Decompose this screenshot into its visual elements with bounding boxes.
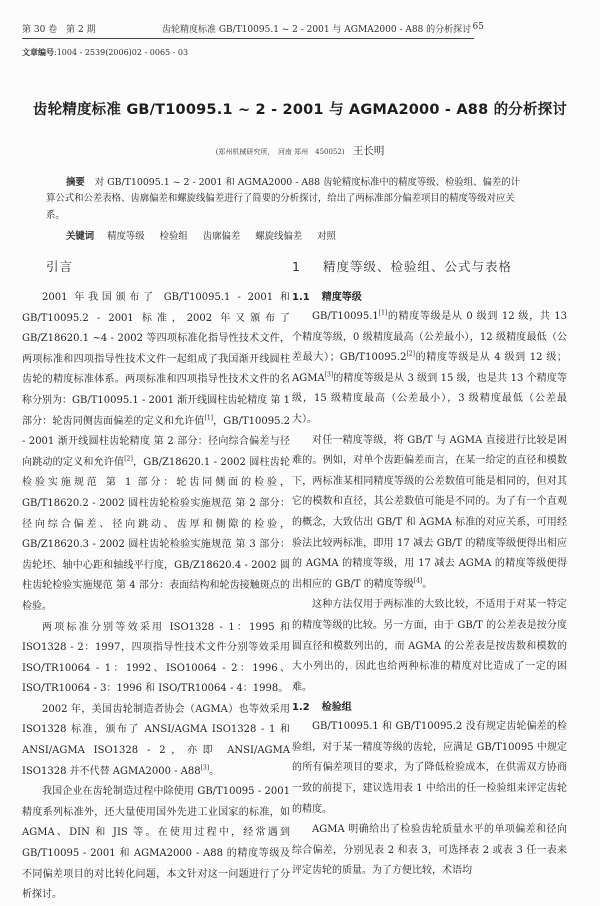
- text-run: 。: [209, 765, 220, 777]
- text-run: 2002 年，美国齿轮制造者协会（AGMA）也等效采用 ISO1328 标准，颁布了 ANSI/AGMA ISO1328 - 1 和 ANSI/AGMA ISO1328 - 2，亦即 ANSI/AGMA ISO1328 并不代替 AGMA2000 - A88: [22, 703, 290, 777]
- author-name: 王长明: [352, 145, 385, 157]
- abstract-text: 对 GB/T10095.1 ~ 2 - 2001 和 AGMA2000 - A88 齿轮精度标准中的精度等级、检验组、偏差的计算公式和公差表格、齿廓偏差和螺旋线偏差进行了简要的分析探讨，给出了两标准部分偏差项目的精度等级对应关系。: [46, 177, 520, 221]
- running-head: [22, 20, 484, 39]
- keyword: 精度等级: [107, 231, 145, 242]
- keyword: 螺旋线偏差: [255, 231, 303, 242]
- citation: [3]: [324, 371, 334, 379]
- author-line: [0, 143, 600, 158]
- left-column: [22, 250, 290, 906]
- keyword: 对照: [317, 231, 336, 242]
- citation: [3]: [200, 764, 210, 772]
- subsection-title: 检验组: [321, 702, 352, 714]
- citation: [2]: [124, 455, 133, 463]
- body-paragraph: GB/T10095.1 和 GB/T10095.2 没有规定齿轮偏差的检验组，对于某一精度等级的齿轮，应满足 GB/T10095 中规定的所有偏差项目的要求，为了降低检验成本，在供需双方协商一致的前提下，建议选用表 1 中给出的任一检验组来评定齿轮的精度。: [292, 721, 567, 815]
- body-paragraph: [292, 307, 567, 431]
- intro-paragraph: [22, 700, 290, 782]
- intro-paragraph: 两项标准分别等效采用 ISO1328 - 1：1995 和 ISO1328 - 2：1997，四项指导性技术文件分别等效采用 ISO/TR10064 - 1：1992、ISO10064 - 2：1996、ISO/TR10064 - 3：1996 和 ISO/TR10064 - 4：1998。: [22, 621, 290, 695]
- citation: [2]: [406, 350, 415, 358]
- subsection-heading: [292, 288, 567, 307]
- citation: [1]: [378, 309, 388, 317]
- subsection-number: 1.2: [292, 702, 310, 714]
- section-number: 1: [292, 259, 301, 274]
- body-paragraph: AGMA 明确给出了检验齿轮质量水平的单项偏差和径向综合偏差，分别见表 2 和表 3，可选择表 2 或表 3 任一表来评定齿轮的质量。为了方便比较，术语均: [292, 824, 567, 877]
- intro-paragraph: 我国企业在齿轮制造过程中除使用 GB/T10095 - 2001 精度系列标准外，还大量使用国外先进工业国家的标准，如 AGMA、DIN 和 JIS 等。在使用过程中，经常遇到 GB/T10095 - 2001 和 AGMA2000 - A88 的精度等级及不同偏差项目的对比转化问题，本文针对这一问题进行了分析探讨。: [22, 786, 290, 901]
- paper-title: 齿轮精度标准 GB/T10095.1 ~ 2 - 2001 与 AGMA2000 - A88 的分析探讨: [32, 102, 568, 118]
- body-paragraph: [292, 431, 567, 596]
- abstract-label: 摘要: [66, 177, 85, 188]
- section-heading: [292, 250, 567, 288]
- keyword: 齿廓偏差: [202, 231, 241, 242]
- text-run: 的精度等级是从 4 级到 12 级；AGMA: [292, 352, 567, 384]
- body-paragraph: 这种方法仅用于两标准的大致比较，不适用于对某一特定的精度等级的比较。另一方面，由于 GB/T 的公差表是按分度圆直径和模数列出的，而 AGMA 的公差表是按齿数和模数的大小列出的，因此也给两种标准的精度对比造成了一定的困难。: [292, 599, 567, 693]
- text-run: ，GB/Z18620.1 - 2002 圆柱齿轮检验实施规范 第 1 部分：轮齿同侧面的检验，GB/T18620.2 - 2002 圆柱齿轮检验实施规范 第 2 部分：径向综合偏差、径向跳动、齿厚和侧隙的检验，GB/Z18620.3 - 2002 圆柱齿轮检验实施规范 第 3 部分：齿轮坯、轴中心距和轴线平行度，GB/Z18620.4 - 2002 圆柱齿轮检验实施规范 第 4 部分：表面结构和轮齿接触斑点的检验。: [22, 456, 291, 612]
- text-run: GB/T10095.1: [312, 311, 379, 322]
- article-number: [22, 47, 188, 58]
- keywords: [66, 228, 348, 242]
- article-number-value: :1004 - 2539(2006)02 - 0065 - 03: [54, 48, 189, 57]
- affiliation: (郑州机械研究所， 河南 郑州 450052): [215, 148, 345, 156]
- text-run: 。: [422, 578, 433, 590]
- subsection-heading: [292, 698, 567, 717]
- intro-heading: 引言: [46, 259, 74, 274]
- keyword: 检验组: [159, 231, 188, 242]
- text-run: 对任一精度等级，将 GB/T 与 AGMA 直接进行比较是困难的。例如，对单个齿距偏差而言，在某一给定的直径和模数下，两标准某相同精度等级的公差数值可能是相同的，但对其它的模数和直径，其公差数值可能是不同的。为了有一个直观的概念，大致估出 GB/T 和 AGMA 标准的对应关系，可用经验法比较两标准，即用 17 减去 GB/T 的精度等级便得出相应的 AGMA 的精度等级，用 17 减去 AGMA 的精度等级便得出相应的 GB/T 的精度等级: [292, 434, 567, 590]
- abstract: [46, 175, 526, 224]
- text-run: ，GB/T10095.2 - 2001 渐开线圆柱齿轮精度 第 2 部分：径向综合偏差与径向跳动的定义和允许值: [22, 415, 291, 468]
- intro-paragraph: [22, 288, 290, 618]
- volume-issue: 第 30 卷 第 2 期: [22, 25, 96, 35]
- subsection-number: 1.1: [292, 292, 310, 303]
- text-run: 的精度等级是从 3 级到 15 级，也是共 13 个精度等级，15 级精度最高（公差最小），3 级精度最低（公差最大）。: [292, 372, 567, 425]
- keywords-label: 关键词: [66, 231, 95, 242]
- text-run: 2001 年我国颁布了 GB/T10095.1 - 2001 和 GB/T10095.2 - 2001 标准，2002 年又颁布了 GB/Z18620.1 ~4 - 2002 等四项标准化指导性技术文件，两项标准和四项指导性技术文件一起组成了我国渐开线圆柱齿轮的精度标准体系。两项标准和四项指导性技术文件的名称分别为：GB/T10095.1 - 2001 渐开线圆柱齿轮精度 第 1 部分：轮齿同侧齿面偏差的定义和允许值: [22, 292, 290, 427]
- citation: [1]: [204, 414, 213, 422]
- article-number-label: 文章编号: [22, 47, 54, 57]
- section-title: 精度等级、检验组、公式与表格: [322, 259, 512, 274]
- page-number: 65: [472, 22, 484, 32]
- citation: [4]: [413, 577, 423, 585]
- subsection-title: 精度等级: [321, 292, 362, 303]
- running-title: 齿轮精度标准 GB/T10095.1 ~ 2 - 2001 与 AGMA2000 - A88 的分析探讨: [162, 25, 472, 35]
- right-column: [292, 250, 567, 882]
- text-run: 的精度等级是从 0 级到 12 级，共 13 个精度等级，0 级精度最高（公差最小），12 级精度最低（公差最大）；GB/T10095.2: [292, 311, 567, 364]
